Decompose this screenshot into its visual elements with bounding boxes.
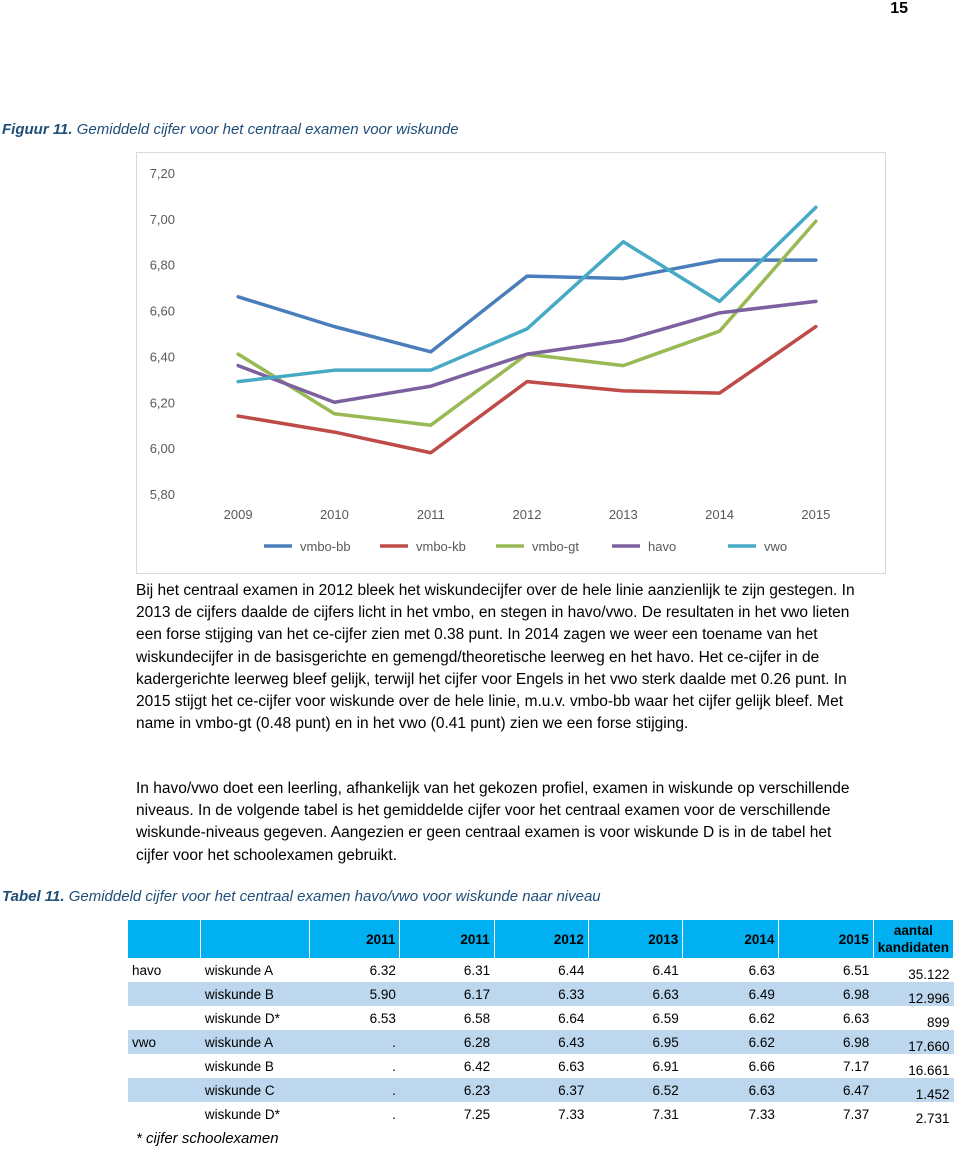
- x-tick-label: 2015: [801, 507, 831, 522]
- x-tick-label: 2012: [512, 507, 542, 522]
- table-cell-value: 6.62: [683, 1030, 779, 1054]
- header-cell-kandidaten: aantal kandidaten: [873, 920, 953, 958]
- table-cell-level: wiskunde D*: [201, 1006, 309, 1030]
- y-tick-label: 6,80: [149, 257, 175, 273]
- y-tick-label: 7,00: [149, 211, 175, 227]
- table-row: [128, 958, 954, 982]
- table-cell-level: wiskunde A: [201, 958, 309, 982]
- table-cell-value: 6.63: [588, 982, 682, 1006]
- y-tick-label: 5,80: [149, 487, 175, 502]
- table-cell-value: 6.66: [683, 1054, 779, 1078]
- line-chart-svg: [137, 153, 885, 573]
- table-cell-value: 6.41: [588, 958, 682, 982]
- header-cell: 2011: [400, 920, 494, 958]
- table-cell-group: [128, 982, 201, 1006]
- table-row: [128, 1006, 954, 1030]
- table-cell-value: 6.37: [494, 1078, 588, 1102]
- table-cell-value: 6.31: [400, 958, 494, 982]
- table-title: Gemiddeld cijfer voor het centraal examen havo/vwo voor wiskunde naar niveau: [68, 888, 601, 905]
- paragraph-results: Bij het centraal examen in 2012 bleek het wiskundecijfer over de hele linie aanzienlijk te zijn gestegen. In 2013 de cijfers daalde de cijfers licht in het vmbo, en stegen in havo/vwo. De resultaten in het vwo lieten een forse stijging van het ce-cijfer zien met 0.38 punt. In 2014 zagen we weer een toename van het wiskundecijfer in de basisgerichte en gemengd/theoretische leerweg en het havo. Het ce-cijfer in de kadergerichte leerweg bleef gelijk, terwijl het cijfer voor Engels in het vwo sterk daalde met 0.26 punt. In 2015 stijgt het ce-cijfer voor wiskunde over de hele linie, m.u.v. vmbo-bb waar het cijfer gelijk bleef. Met name in vmbo-gt (0.48 punt) en in het vwo (0.41 punt) zien we een forse stijging.: [136, 582, 855, 733]
- table-cell-level: wiskunde B: [201, 982, 309, 1006]
- table-caption: [2, 888, 601, 905]
- table-cell-value: .: [309, 1030, 400, 1054]
- header-cell: 2015: [779, 920, 873, 958]
- x-tick-label: 2013: [608, 507, 638, 522]
- table-row: [128, 1030, 954, 1054]
- table-cell-value: 6.28: [400, 1030, 494, 1054]
- table-cell-value: 7.31: [588, 1102, 682, 1126]
- y-tick-label: 7,20: [149, 166, 175, 181]
- legend-label: havo: [648, 539, 677, 554]
- table-row: [128, 982, 954, 1006]
- table-cell-level: wiskunde A: [201, 1030, 309, 1054]
- table-cell-value: 6.98: [779, 982, 873, 1006]
- table-cell-value: 6.63: [494, 1054, 588, 1078]
- table-cell-kandidaten: 16.661: [873, 1054, 953, 1078]
- table-cell-value: 6.51: [779, 958, 873, 982]
- table-cell-level: wiskunde B: [201, 1054, 309, 1078]
- table-cell-value: 6.95: [588, 1030, 682, 1054]
- table-cell-level: wiskunde D*: [201, 1102, 309, 1126]
- table-cell-group: [128, 1078, 201, 1102]
- figure-caption: [2, 121, 459, 138]
- table-cell-value: 6.62: [683, 1006, 779, 1030]
- y-tick-label: 6,20: [149, 395, 175, 411]
- table-cell-value: 6.64: [494, 1006, 588, 1030]
- table-cell-group: [128, 1006, 201, 1030]
- y-tick-label: 6,00: [149, 441, 175, 457]
- table-cell-value: 6.49: [683, 982, 779, 1006]
- series-line-vmbo-bb: [238, 260, 816, 352]
- header-cell: 2011: [309, 920, 400, 958]
- y-tick-label: 6,60: [149, 303, 175, 319]
- table-cell-kandidaten: 899: [873, 1006, 953, 1030]
- page-number: 15: [890, 0, 908, 17]
- table-cell-group: havo: [128, 958, 201, 982]
- legend-label: vwo: [764, 539, 788, 554]
- table-cell-kandidaten: 35.122: [873, 958, 953, 982]
- table-cell-level: wiskunde C: [201, 1078, 309, 1102]
- table-cell-value: 6.63: [683, 958, 779, 982]
- table-cell-kandidaten: 12.996: [873, 982, 953, 1006]
- header-cell: 2014: [683, 920, 779, 958]
- table-cell-value: 6.23: [400, 1078, 494, 1102]
- grades-table: [128, 920, 954, 1126]
- table-cell-value: 6.42: [400, 1054, 494, 1078]
- table-footnote: * cijfer schoolexamen: [136, 1130, 279, 1147]
- x-tick-label: 2014: [705, 507, 735, 522]
- header-cell: [128, 920, 201, 958]
- table-header-row: [128, 920, 954, 958]
- x-tick-label: 2010: [319, 507, 349, 522]
- header-cell: [201, 920, 309, 958]
- paragraph-levels: In havo/vwo doet een leerling, afhankelijk van het gekozen profiel, examen in wiskunde op verschillende niveaus. In de volgende tabel is het gemiddelde cijfer voor het centraal examen voor de verschillende wiskunde-niveaus gegeven. Aangezien er geen centraal examen is voor wiskunde D is in de tabel het cijfer voor het schoolexamen gebruikt.: [136, 780, 850, 864]
- table-cell-value: .: [309, 1102, 400, 1126]
- table-cell-value: .: [309, 1054, 400, 1078]
- table-label: Tabel 11.: [2, 888, 65, 905]
- table-cell-value: 5.90: [309, 982, 400, 1006]
- table-cell-value: 6.43: [494, 1030, 588, 1054]
- table-cell-value: 6.91: [588, 1054, 682, 1078]
- table-cell-value: 6.58: [400, 1006, 494, 1030]
- table-cell-value: 6.47: [779, 1078, 873, 1102]
- line-chart: [136, 152, 886, 574]
- table-cell-value: 6.44: [494, 958, 588, 982]
- table-cell-kandidaten: 1.452: [873, 1078, 953, 1102]
- table-cell-group: [128, 1102, 201, 1126]
- table-cell-value: 6.63: [683, 1078, 779, 1102]
- table-cell-kandidaten: 17.660: [873, 1030, 953, 1054]
- table-cell-value: 6.63: [779, 1006, 873, 1030]
- x-tick-label: 2009: [223, 507, 253, 522]
- table-row: [128, 1078, 954, 1102]
- table-cell-kandidaten: 2.731: [873, 1102, 953, 1126]
- table-cell-value: 7.33: [683, 1102, 779, 1126]
- series-line-vmbo-kb: [238, 327, 816, 453]
- table-cell-value: 7.17: [779, 1054, 873, 1078]
- x-tick-label: 2011: [416, 507, 445, 522]
- table-cell-group: [128, 1054, 201, 1078]
- table-row: [128, 1054, 954, 1078]
- table-cell-group: vwo: [128, 1030, 201, 1054]
- legend-label: vmbo-bb: [300, 539, 351, 554]
- table-cell-value: 6.52: [588, 1078, 682, 1102]
- table-cell-value: 6.98: [779, 1030, 873, 1054]
- table-cell-value: 6.17: [400, 982, 494, 1006]
- table-cell-value: 7.37: [779, 1102, 873, 1126]
- header-cell: 2012: [494, 920, 588, 958]
- figure-title: Gemiddeld cijfer voor het centraal examen voor wiskunde: [76, 121, 459, 138]
- legend-label: vmbo-gt: [532, 539, 579, 554]
- table-cell-value: 6.53: [309, 1006, 400, 1030]
- legend-label: vmbo-kb: [416, 539, 466, 554]
- table-cell-value: 6.59: [588, 1006, 682, 1030]
- table-cell-value: .: [309, 1078, 400, 1102]
- header-cell: 2013: [588, 920, 682, 958]
- table-cell-value: 7.25: [400, 1102, 494, 1126]
- y-tick-label: 6,40: [149, 349, 175, 365]
- figure-label: Figuur 11.: [2, 121, 73, 138]
- table-row: [128, 1102, 954, 1126]
- table-cell-value: 6.33: [494, 982, 588, 1006]
- table-cell-value: 7.33: [494, 1102, 588, 1126]
- table-cell-value: 6.32: [309, 958, 400, 982]
